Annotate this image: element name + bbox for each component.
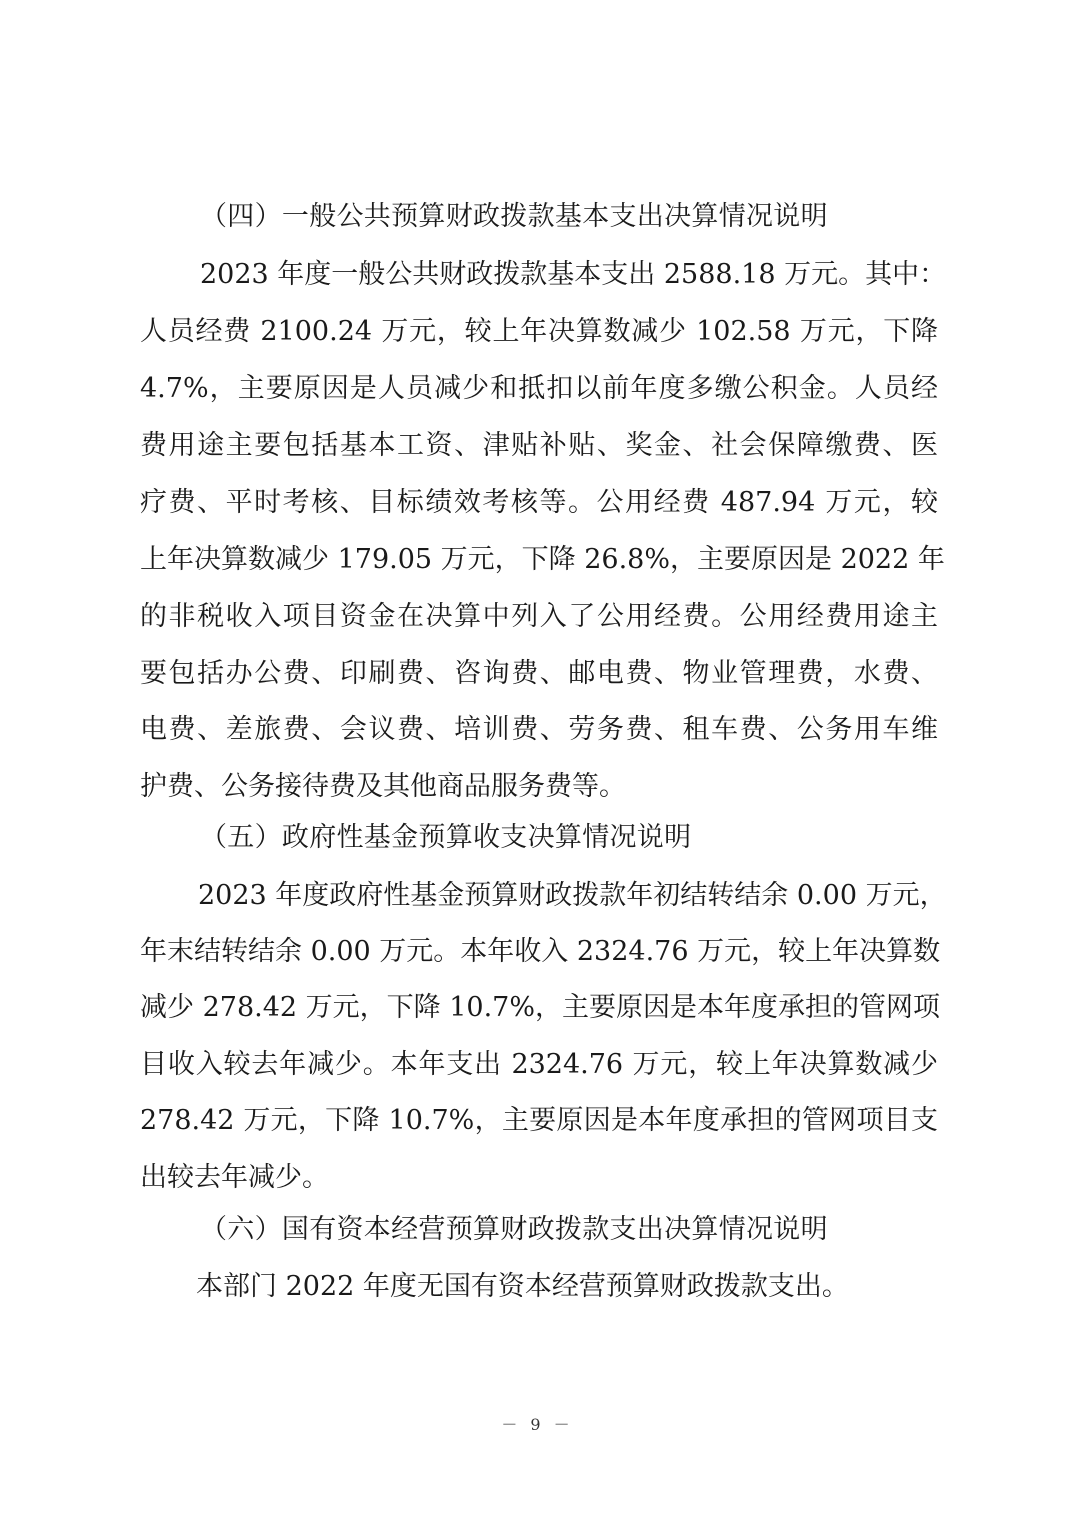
paragraph-line: 4.7%，主要原因是人员减少和抵扣以前年度多缴公积金。人员经 bbox=[140, 373, 938, 404]
paragraph-line: 疗费、平时考核、目标绩效考核等。公用经费 487.94 万元，较 bbox=[140, 487, 938, 518]
paragraph-line: 目收入较去年减少。本年支出 2324.76 万元，较上年决算数减少 bbox=[140, 1049, 938, 1080]
paragraph-line: 人员经费 2100.24 万元，较上年决算数减少 102.58 万元，下降 bbox=[140, 316, 938, 347]
paragraph-line: 年末结转结余 0.00 万元。本年收入 2324.76 万元，较上年决算数 bbox=[140, 936, 941, 967]
paragraph-line: 费用途主要包括基本工资、津贴补贴、奖金、社会保障缴费、医 bbox=[140, 430, 938, 461]
paragraph-line: 2023 年度一般公共财政拨款基本支出 2588.18 万元。其中： bbox=[200, 259, 947, 290]
paragraph-line: 护费、公务接待费及其他商品服务费等。 bbox=[140, 771, 626, 802]
paragraph-line: 上年决算数减少 179.05 万元，下降 26.8%，主要原因是 2022 年 bbox=[140, 544, 945, 575]
paragraph-line: 电费、差旅费、会议费、培训费、劳务费、租车费、公务用车维 bbox=[140, 714, 938, 745]
section-heading: （四）一般公共预算财政拨款基本支出决算情况说明 bbox=[200, 201, 828, 232]
paragraph-line: 2023 年度政府性基金预算财政拨款年初结转结余 0.00 万元， bbox=[198, 880, 947, 911]
page-number: － 9 － bbox=[501, 1415, 574, 1434]
paragraph-line: 的非税收入项目资金在决算中列入了公用经费。公用经费用途主 bbox=[140, 601, 938, 632]
paragraph-line: 278.42 万元，下降 10.7%，主要原因是本年度承担的管网项目支 bbox=[140, 1105, 938, 1136]
paragraph-line: 减少 278.42 万元，下降 10.7%，主要原因是本年度承担的管网项 bbox=[140, 992, 940, 1023]
section-heading: （五）政府性基金预算收支决算情况说明 bbox=[200, 822, 692, 853]
paragraph-line: 要包括办公费、印刷费、咨询费、邮电费、物业管理费，水费、 bbox=[140, 658, 938, 689]
paragraph-line: 出较去年减少。 bbox=[140, 1162, 329, 1193]
paragraph-line: 本部门 2022 年度无国有资本经营预算财政拨款支出。 bbox=[196, 1271, 849, 1302]
section-heading: （六）国有资本经营预算财政拨款支出决算情况说明 bbox=[200, 1214, 828, 1245]
